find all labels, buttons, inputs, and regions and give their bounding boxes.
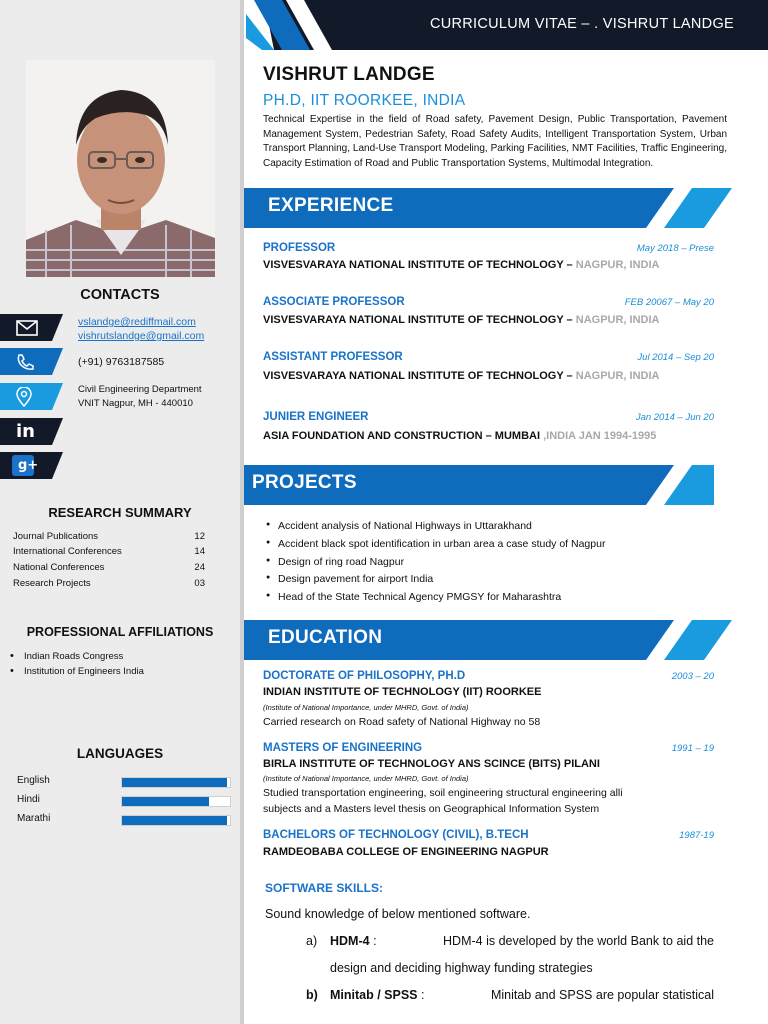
- research-row: [13, 531, 205, 542]
- map-pin-icon: [16, 387, 32, 407]
- cv-title: CURRICULUM VITAE – . VISHRUT LANDGE: [429, 16, 734, 32]
- experience-organization: [263, 430, 656, 442]
- experience-role: ASSISTANT PROFESSOR: [263, 351, 403, 363]
- education-description: Carried research on Road safety of National Highway no 58: [263, 716, 541, 728]
- project-item: ● Head of the State Technical Agency PMGSY for Maharashtra: [278, 591, 561, 603]
- affiliation-item: • Institution of Engineers India: [24, 666, 144, 677]
- organization-location: NAGPUR, INDIA: [572, 259, 660, 271]
- experience-organization: [263, 314, 659, 326]
- software-item-title: [330, 934, 380, 948]
- experience-role: ASSOCIATE PROFESSOR: [263, 296, 405, 308]
- language-row: [17, 794, 217, 805]
- education-degree: DOCTORATE OF PHILOSOPHY, PH.D: [263, 670, 466, 682]
- research-row: [13, 578, 205, 589]
- language-level-bar: [121, 796, 231, 807]
- candidate-name: VISHRUT LANDGE: [263, 64, 435, 85]
- experience-organization: [263, 370, 659, 382]
- software-intro: Sound knowledge of below mentioned software.: [265, 907, 531, 921]
- organization-location: NAGPUR, INDIA: [572, 370, 660, 382]
- sidebar-divider: [240, 0, 244, 1024]
- email-link-2[interactable]: vishrutslandge@gmail.com: [78, 330, 205, 342]
- candidate-degree: PH.D, IIT ROORKEE, INDIA: [263, 92, 466, 109]
- experience-heading: EXPERIENCE: [268, 195, 394, 216]
- phone-number: (+91) 9763187585: [78, 356, 165, 368]
- google-plus-icon: g+: [18, 458, 39, 473]
- experience-organization: [263, 259, 659, 271]
- education-date: 1987-19: [679, 830, 714, 841]
- language-name: Hindi: [17, 794, 40, 805]
- language-level-fill: [122, 778, 227, 787]
- experience-role: JUNIER ENGINEER: [263, 411, 369, 423]
- education-school: RAMDEOBABA COLLEGE OF ENGINEERING NAGPUR: [263, 846, 549, 858]
- affiliations-heading: PROFESSIONAL AFFILIATIONS: [26, 625, 214, 639]
- research-summary-heading: RESEARCH SUMMARY: [48, 505, 192, 520]
- software-skills-heading: SOFTWARE SKILLS:: [265, 881, 383, 895]
- email-link-1[interactable]: vslandge@rediffmail.com: [78, 316, 196, 328]
- address-line-1: Civil Engineering Department: [78, 384, 202, 395]
- education-description: subjects and a Masters level thesis on Geographical Information System: [263, 803, 600, 815]
- education-note: (Institute of National Importance, under MHRD, Govt. of India): [263, 703, 469, 712]
- address-line-2: VNIT Nagpur, MH - 440010: [78, 397, 193, 409]
- language-row: [17, 813, 217, 824]
- education-section-header: [244, 620, 734, 660]
- phone-icon: [16, 353, 34, 371]
- envelope-icon: [16, 320, 38, 336]
- education-description: Studied transportation engineering, soil engineering structural engineering alli: [263, 787, 623, 799]
- research-row: [13, 546, 205, 557]
- project-item: ● Design pavement for airport India: [278, 573, 433, 585]
- project-item: ● Accident black spot identification in urban area a case study of Nagpur: [278, 538, 605, 550]
- header-stripes-decoration: [244, 0, 364, 50]
- linkedin-icon: in: [16, 421, 35, 442]
- research-row: [13, 562, 205, 573]
- research-label: Journal Publications: [13, 531, 99, 542]
- education-heading: EDUCATION: [268, 627, 383, 648]
- email-list: [78, 315, 204, 343]
- organization-location: ,INDIA JAN 1994-1995: [540, 430, 657, 442]
- experience-date: Jul 2014 – Sep 20: [637, 352, 714, 363]
- projects-heading: PROJECTS: [252, 472, 357, 493]
- profile-summary: Technical Expertise in the field of Road safety, Pavement Design, Public Transportation, Pavement Management System, Pedestrian Safety, Road Safety Audits, Intelligent Transportation System, Urban Transport Planning, Land-Use Transport Modeling, Parking Facilities, NMT Facilities, Traffic Engineering, Capacity Estimation of Road and Public Transportation Systems, Multimodal Integration.: [263, 114, 727, 169]
- experience-date: FEB 20067 – May 20: [624, 297, 714, 308]
- organization-name: ASIA FOUNDATION AND CONSTRUCTION – MUMBAI: [263, 430, 541, 442]
- education-date: 1991 – 19: [671, 743, 714, 754]
- software-name: Minitab / SPSS: [330, 988, 418, 1002]
- language-level-bar: [121, 815, 231, 826]
- research-label: Research Projects: [13, 578, 91, 589]
- software-marker: b): [306, 988, 318, 1002]
- organization-name: VISVESVARAYA NATIONAL INSTITUTE OF TECHNOLOGY –: [263, 370, 573, 382]
- education-degree: MASTERS OF ENGINEERING: [263, 742, 423, 754]
- language-name: English: [17, 775, 50, 786]
- research-value: 24: [194, 562, 205, 573]
- contacts-heading: CONTACTS: [80, 287, 160, 303]
- research-label: National Conferences: [13, 562, 105, 573]
- software-item: [330, 934, 714, 948]
- research-value: 12: [194, 531, 205, 542]
- google-plus-icon-badge[interactable]: [0, 452, 63, 479]
- software-description-cont: design and deciding highway funding strategies: [330, 961, 593, 975]
- experience-role: PROFESSOR: [263, 242, 336, 254]
- experience-section-header: [244, 188, 734, 228]
- education-note: (Institute of National Importance, under MHRD, Govt. of India): [263, 774, 469, 783]
- organization-name: VISVESVARAYA NATIONAL INSTITUTE OF TECHNOLOGY –: [263, 314, 573, 326]
- profile-photo: [26, 60, 215, 277]
- software-item: [330, 988, 714, 1002]
- software-description: HDM-4 is developed by the world Bank to aid the: [443, 934, 714, 948]
- project-item: ● Accident analysis of National Highways in Uttarakhand: [278, 520, 532, 532]
- language-level-bar: [121, 777, 231, 788]
- languages-heading: LANGUAGES: [76, 746, 164, 761]
- language-level-fill: [122, 816, 227, 825]
- education-date: 2003 – 20: [671, 671, 714, 682]
- phone-icon-badge: [0, 348, 63, 375]
- projects-section-header: [244, 465, 734, 505]
- address: [78, 383, 202, 410]
- education-school: BIRLA INSTITUTE OF TECHNOLOGY ANS SCINCE (BITS) PILANI: [263, 758, 600, 770]
- research-value: 14: [194, 546, 205, 557]
- education-school: INDIAN INSTITUTE OF TECHNOLOGY (IIT) ROORKEE: [263, 686, 542, 698]
- software-separator: :: [417, 988, 428, 1002]
- organization-name: VISVESVARAYA NATIONAL INSTITUTE OF TECHNOLOGY –: [263, 259, 573, 271]
- location-icon-badge: [0, 383, 63, 410]
- affiliation-item: • Indian Roads Congress: [24, 651, 123, 662]
- linkedin-icon-badge[interactable]: [0, 418, 63, 445]
- organization-location: NAGPUR, INDIA: [572, 314, 660, 326]
- language-name: Marathi: [17, 813, 51, 824]
- software-marker: a): [306, 934, 318, 948]
- email-icon-badge: [0, 314, 63, 341]
- project-item: ● Design of ring road Nagpur: [278, 556, 404, 568]
- software-item-title: [330, 988, 428, 1002]
- research-value: 03: [194, 578, 205, 589]
- software-separator: :: [369, 934, 381, 948]
- software-description: Minitab and SPSS are popular statistical: [490, 988, 714, 1002]
- language-level-fill: [122, 797, 209, 806]
- education-degree: BACHELORS OF TECHNOLOGY (CIVIL), B.TECH: [263, 829, 529, 841]
- research-label: International Conferences: [13, 546, 122, 557]
- experience-date: Jan 2014 – Jun 20: [635, 412, 714, 423]
- experience-date: May 2018 – Prese: [636, 243, 714, 254]
- software-name: HDM-4: [330, 934, 370, 948]
- language-row: [17, 775, 217, 786]
